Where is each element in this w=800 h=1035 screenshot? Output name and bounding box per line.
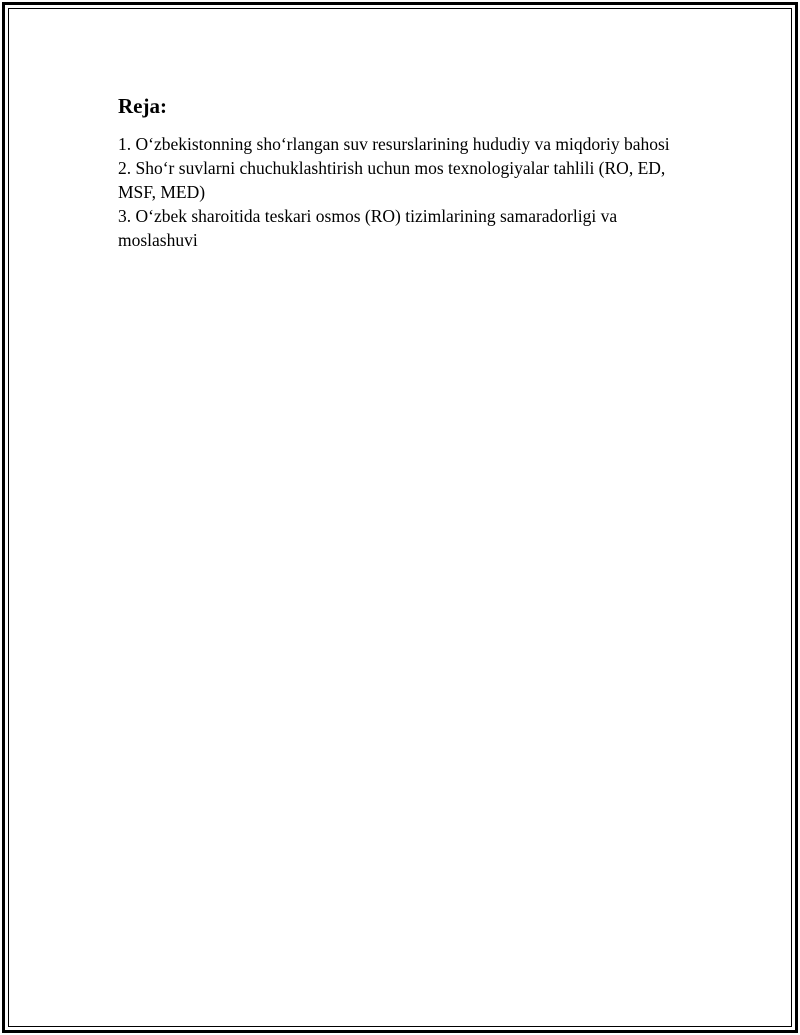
plan-item: 2. Sho‘r suvlarni chuchuklashtirish uchun mos texnologiyalar tahlili (RO, ED, MSF, MED) [118, 158, 666, 202]
document-body [118, 92, 678, 252]
plan-item: 3. O‘zbek sharoitida teskari osmos (RO) tizimlarining samaradorligi va moslashuvi [118, 206, 618, 250]
plan-item: 1. O‘zbekistonning sho‘rlangan suv resurslarining hududiy va miqdoriy bahosi [118, 134, 670, 154]
plan-list [118, 132, 678, 252]
plan-heading: Reja: [118, 94, 167, 118]
